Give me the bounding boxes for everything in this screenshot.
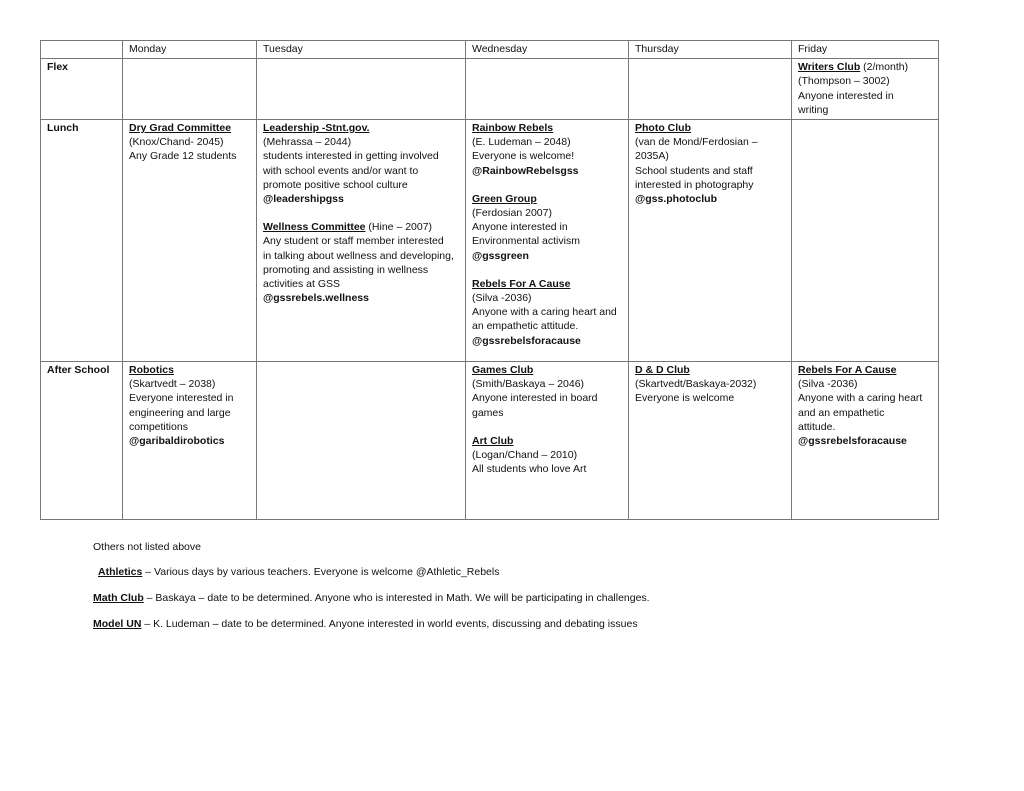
lunch-wednesday-cell <box>466 120 629 362</box>
club-heading <box>263 121 459 135</box>
lunch-friday-cell <box>792 120 939 362</box>
club-detail-line: (E. Ludeman – 2048) <box>472 136 571 149</box>
club-heading <box>635 363 785 377</box>
club-detail-line: (Logan/Chand – 2010) <box>472 449 578 462</box>
club-heading <box>798 60 932 74</box>
club-detail-line: Any student or staff member interested <box>263 235 444 248</box>
club-detail-line: (Skartvedt/Baskaya-2032) <box>635 378 757 391</box>
club-name: D & D Club <box>635 364 690 377</box>
day-header-friday: Friday <box>792 41 939 59</box>
header-row <box>41 41 939 59</box>
club-name: Art Club <box>472 434 514 447</box>
club-detail-line: promote positive school culture <box>263 178 408 191</box>
club-detail-line: (Silva -2036) <box>798 378 858 391</box>
club-name: Leadership -Stnt.gov. <box>263 122 370 135</box>
club-heading <box>472 192 622 206</box>
club-heading <box>472 121 622 135</box>
row-label-flex: Flex <box>41 59 123 120</box>
lunch-thursday-cell <box>629 120 792 362</box>
other-club-name: Model UN <box>93 618 142 630</box>
club-detail-line: (Ferdosian 2007) <box>472 207 552 220</box>
club-detail-line: games <box>472 406 504 419</box>
club-name: Robotics <box>129 364 174 377</box>
club-heading <box>129 363 250 377</box>
other-club-name: Math Club <box>93 592 144 604</box>
club-detail-line: (Mehrassa – 2044) <box>263 136 352 149</box>
after-school-monday-cell <box>123 362 257 520</box>
club-name: Green Group <box>472 192 537 205</box>
row-label-lunch: Lunch <box>41 120 123 362</box>
club-entry <box>798 60 932 117</box>
club-detail-line: (Knox/Chand- 2045) <box>129 136 224 149</box>
club-detail-line: with school events and/or want to <box>263 164 419 177</box>
club-entry <box>129 121 250 164</box>
club-detail-line: students interested in getting involved <box>263 150 439 163</box>
after-school-row <box>41 362 939 520</box>
others-title: Others not listed above <box>93 541 201 553</box>
club-heading <box>129 121 250 135</box>
club-name: Photo Club <box>635 122 691 135</box>
club-name: Rainbow Rebels <box>472 122 554 135</box>
after-school-thursday-cell <box>629 362 792 520</box>
day-header-wednesday: Wednesday <box>466 41 629 59</box>
club-name: Wellness Committee <box>263 221 366 234</box>
other-club-math <box>93 591 650 605</box>
club-heading <box>635 121 785 135</box>
club-detail-line: competitions <box>129 420 188 433</box>
club-heading <box>472 434 622 448</box>
club-entry <box>472 192 622 263</box>
club-detail-line: Environmental activism <box>472 235 580 248</box>
flex-friday-cell <box>792 59 939 120</box>
club-schedule-table <box>40 40 939 520</box>
club-social-handle: @gssrebelsforacause <box>472 334 581 347</box>
club-social-handle: @garibaldirobotics <box>129 435 225 448</box>
club-name: Rebels For A Cause <box>472 277 571 290</box>
club-detail-line: Anyone with a caring heart <box>798 392 923 405</box>
club-detail-line: engineering and large <box>129 406 231 419</box>
lunch-tuesday-cell <box>257 120 466 362</box>
row-label-after-school: After School <box>41 362 123 520</box>
club-detail-line: Anyone interested in <box>798 89 894 102</box>
club-name-suffix: (2/month) <box>860 61 909 74</box>
club-detail-line: (van de Mond/Ferdosian – <box>635 136 758 149</box>
club-detail-line: (Silva -2036) <box>472 292 532 305</box>
club-social-handle: @RainbowRebelsgss <box>472 164 579 177</box>
club-entry <box>472 121 622 178</box>
club-detail-line: Everyone is welcome! <box>472 150 575 163</box>
club-detail-line: interested in photography <box>635 178 754 191</box>
club-detail-line: promoting and assisting in wellness <box>263 263 429 276</box>
day-header-monday: Monday <box>123 41 257 59</box>
day-header-tuesday: Tuesday <box>257 41 466 59</box>
lunch-row <box>41 120 939 362</box>
club-social-handle: @gssgreen <box>472 249 529 262</box>
after-school-wednesday-cell <box>466 362 629 520</box>
club-detail-line: attitude. <box>798 420 836 433</box>
club-entry <box>472 363 622 420</box>
club-entry <box>635 363 785 406</box>
club-name: Rebels For A Cause <box>798 364 897 377</box>
club-detail-line: Everyone is welcome <box>635 392 735 405</box>
other-club-details: – K. Ludeman – date to be determined. Anyone interested in world events, discussing and debating issues <box>141 618 638 630</box>
flex-wednesday-cell <box>466 59 629 120</box>
flex-row <box>41 59 939 120</box>
club-detail-line: Anyone with a caring heart and <box>472 306 617 319</box>
after-school-friday-cell <box>792 362 939 520</box>
club-entry <box>798 363 932 448</box>
club-social-handle: @gssrebels.wellness <box>263 292 369 305</box>
other-club-name: Athletics <box>98 566 143 578</box>
club-entry <box>129 363 250 448</box>
club-entry <box>635 121 785 206</box>
club-heading <box>472 277 622 291</box>
club-detail-line: activities at GSS <box>263 278 341 291</box>
club-entry <box>472 277 622 348</box>
club-detail-line: Anyone interested in board <box>472 392 598 405</box>
club-detail-line: Everyone interested in <box>129 392 234 405</box>
club-detail-line: All students who love Art <box>472 463 587 476</box>
club-detail-line: an empathetic attitude. <box>472 320 579 333</box>
club-detail-line: and an empathetic <box>798 406 885 419</box>
club-social-handle: @leadershipgss <box>263 193 344 206</box>
club-entry <box>472 434 622 477</box>
day-header-thursday: Thursday <box>629 41 792 59</box>
club-heading <box>798 363 932 377</box>
club-detail-line: 2035A) <box>635 150 669 163</box>
club-detail-line: (Skartvedt – 2038) <box>129 378 216 391</box>
club-heading <box>472 363 622 377</box>
flex-monday-cell <box>123 59 257 120</box>
club-detail-line: School students and staff <box>635 164 753 177</box>
lunch-monday-cell <box>123 120 257 362</box>
club-name: Dry Grad Committee <box>129 122 232 135</box>
club-social-handle: @gss.photoclub <box>635 193 717 206</box>
club-entry <box>263 121 459 206</box>
club-detail-line: in talking about wellness and developing, <box>263 249 454 262</box>
other-club-details: – Baskaya – date to be determined. Anyone who is interested in Math. We will be participating in challenges. <box>143 592 650 604</box>
club-detail-line: (Smith/Baskaya – 2046) <box>472 378 585 391</box>
club-name-suffix: (Hine – 2007) <box>365 221 433 234</box>
club-name: Games Club <box>472 364 534 377</box>
club-entry <box>263 220 459 305</box>
after-school-tuesday-cell <box>257 362 466 520</box>
club-social-handle: @gssrebelsforacause <box>798 435 907 448</box>
club-heading <box>263 220 459 234</box>
other-club-athletics <box>98 565 499 579</box>
corner-cell <box>41 41 123 59</box>
club-name: Writers Club <box>798 61 861 74</box>
flex-thursday-cell <box>629 59 792 120</box>
flex-tuesday-cell <box>257 59 466 120</box>
club-detail-line: (Thompson – 3002) <box>798 75 890 88</box>
club-detail-line: Anyone interested in <box>472 221 568 234</box>
other-club-model-un <box>93 617 638 631</box>
club-detail-line: Any Grade 12 students <box>129 150 237 163</box>
other-club-details: – Various days by various teachers. Everyone is welcome @Athletic_Rebels <box>142 566 500 578</box>
club-detail-line: writing <box>798 103 829 116</box>
